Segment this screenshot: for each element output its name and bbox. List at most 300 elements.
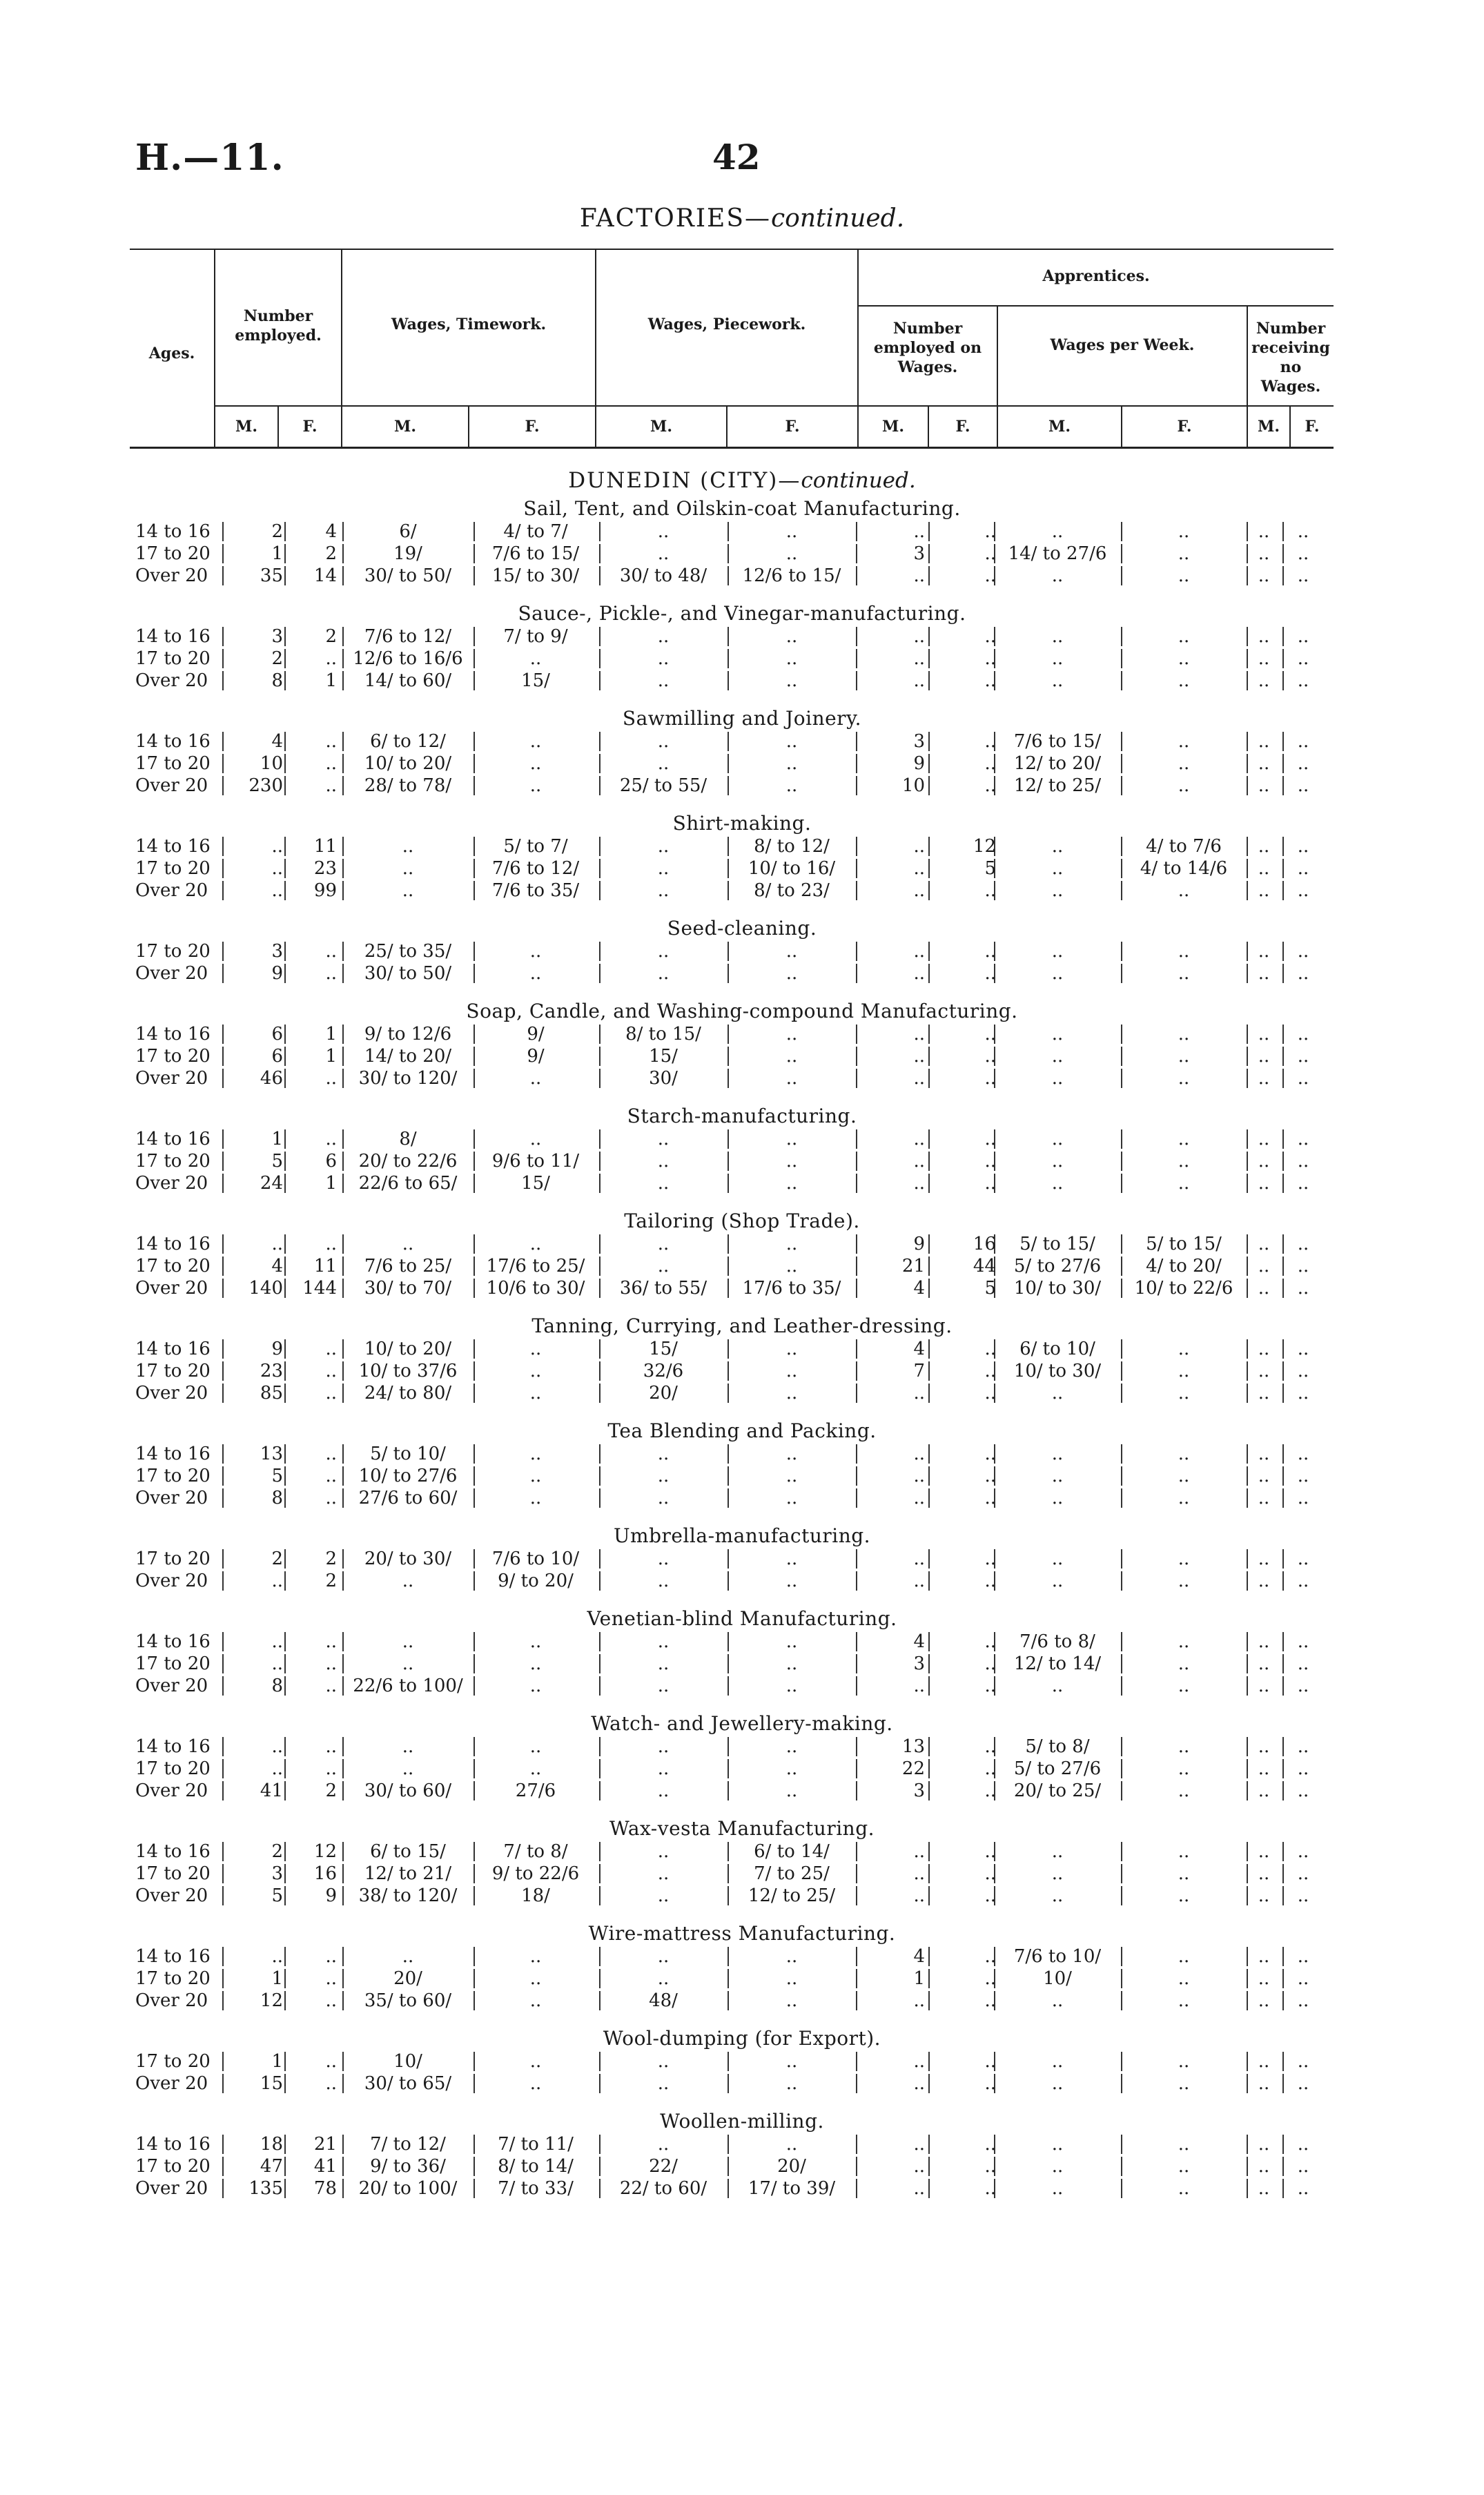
cell-nm: .. xyxy=(1258,1151,1270,1172)
cell-wm: 12/ to 14/ xyxy=(1013,1653,1102,1674)
cell-pf: .. xyxy=(785,626,798,647)
cell-ef: 78 xyxy=(313,2178,337,2199)
cell-wm: .. xyxy=(1051,2073,1064,2094)
cell-pf: 20/ xyxy=(777,2156,806,2177)
cell-wm: .. xyxy=(1051,1046,1064,1067)
cell-nf: .. xyxy=(1297,775,1309,796)
table-row xyxy=(0,1780,1484,1802)
cell-af: .. xyxy=(984,1068,996,1089)
cell-nm: .. xyxy=(1258,753,1270,774)
cell-pm: .. xyxy=(657,1841,670,1862)
cell-wm: .. xyxy=(1051,1383,1064,1404)
cell-age: 14 to 16 xyxy=(135,1024,211,1045)
cell-ef: .. xyxy=(325,1946,337,1967)
cell-tm: 19/ xyxy=(393,543,422,564)
cell-wf: .. xyxy=(1178,1444,1190,1464)
cell-am: .. xyxy=(913,521,925,542)
cell-tm: 9/ to 36/ xyxy=(370,2156,446,2177)
cell-pf: .. xyxy=(785,543,798,564)
cell-age: 17 to 20 xyxy=(135,753,211,774)
cell-pm: .. xyxy=(657,1256,670,1276)
cell-nm: .. xyxy=(1258,1383,1270,1404)
header-subrule xyxy=(214,405,1334,407)
header-m: M. xyxy=(1257,418,1280,436)
cell-em: 1 xyxy=(271,1129,283,1149)
cell-tf: .. xyxy=(529,1758,542,1779)
cell-tf: .. xyxy=(529,648,542,669)
cell-wf: .. xyxy=(1178,753,1190,774)
cell-nf: .. xyxy=(1297,1383,1309,1404)
cell-age: Over 20 xyxy=(135,1571,208,1591)
cell-am: 3 xyxy=(913,731,925,752)
cell-ef: .. xyxy=(325,1068,337,1089)
cell-nm: .. xyxy=(1258,2134,1270,2155)
table-row xyxy=(0,1150,1484,1172)
cell-wf: .. xyxy=(1178,731,1190,752)
cell-wf: .. xyxy=(1178,1466,1190,1486)
cell-ef: 23 xyxy=(313,858,337,879)
cell-tf: .. xyxy=(529,1339,542,1359)
cell-tf: 7/ to 8/ xyxy=(503,1841,568,1862)
cell-tf: .. xyxy=(529,1466,542,1486)
cell-em: 41 xyxy=(260,1780,283,1801)
cell-age: 17 to 20 xyxy=(135,1653,211,1674)
cell-tm: 7/ to 12/ xyxy=(370,2134,446,2155)
cell-pm: .. xyxy=(657,941,670,962)
cell-tf: 15/ xyxy=(521,1173,550,1194)
cell-ef: .. xyxy=(325,1444,337,1464)
industry-title: Wax-vesta Manufacturing. xyxy=(609,1817,875,1840)
cell-ef: 6 xyxy=(325,1151,337,1172)
table-row xyxy=(0,1045,1484,1067)
cell-em: .. xyxy=(271,1653,283,1674)
cell-tm: 30/ to 50/ xyxy=(364,565,452,586)
cell-nm: .. xyxy=(1258,543,1270,564)
table-row xyxy=(0,1968,1484,1990)
industry-group xyxy=(0,497,1484,587)
table-row xyxy=(0,2133,1484,2155)
cell-age: 17 to 20 xyxy=(135,1968,211,1989)
cell-wm: 7/6 to 10/ xyxy=(1013,1946,1102,1967)
cell-nm: .. xyxy=(1258,1758,1270,1779)
cell-pf: .. xyxy=(785,1736,798,1757)
cell-wm: 7/6 to 15/ xyxy=(1013,731,1102,752)
cell-nm: .. xyxy=(1258,941,1270,962)
cell-tf: .. xyxy=(529,963,542,984)
cell-tf: .. xyxy=(529,1361,542,1381)
cell-am: .. xyxy=(913,1863,925,1884)
cell-em: 13 xyxy=(260,1444,283,1464)
cell-nf: .. xyxy=(1297,2156,1309,2177)
industry-group xyxy=(0,1314,1484,1404)
cell-nf: .. xyxy=(1297,1339,1309,1359)
cell-em: 8 xyxy=(271,1488,283,1508)
cell-wf: .. xyxy=(1178,2178,1190,2199)
cell-pf: .. xyxy=(785,963,798,984)
cell-af: .. xyxy=(984,1990,996,2011)
cell-wf: .. xyxy=(1178,1780,1190,1801)
cell-pm: .. xyxy=(657,880,670,901)
table-row xyxy=(0,1548,1484,1570)
cell-age: 14 to 16 xyxy=(135,2134,211,2155)
cell-pm: 8/ to 15/ xyxy=(625,1024,701,1045)
cell-pm: .. xyxy=(657,521,670,542)
table-row xyxy=(0,1338,1484,1360)
cell-pf: 8/ to 23/ xyxy=(754,880,830,901)
cell-tm: 5/ to 10/ xyxy=(370,1444,446,1464)
cell-nm: .. xyxy=(1258,1841,1270,1862)
cell-nf: .. xyxy=(1297,1863,1309,1884)
cell-wf: .. xyxy=(1178,1885,1190,1906)
cell-tf: .. xyxy=(529,941,542,962)
cell-wf: .. xyxy=(1178,1024,1190,1045)
cell-tf: 15/ xyxy=(521,670,550,691)
cell-ef: 2 xyxy=(325,543,337,564)
cell-tf: 27/6 xyxy=(515,1780,556,1801)
cell-wm: .. xyxy=(1051,1863,1064,1884)
cell-wm: .. xyxy=(1051,521,1064,542)
cell-wm: 10/ xyxy=(1043,1968,1072,1989)
cell-am: .. xyxy=(913,1885,925,1906)
cell-tm: .. xyxy=(402,1946,414,1967)
cell-tm: 30/ to 120/ xyxy=(358,1068,458,1089)
cell-nf: .. xyxy=(1297,1151,1309,1172)
cell-am: .. xyxy=(913,963,925,984)
cell-am: .. xyxy=(913,1676,925,1696)
cell-tm: .. xyxy=(402,858,414,879)
cell-age: Over 20 xyxy=(135,1173,208,1194)
cell-pm: 20/ xyxy=(649,1383,678,1404)
cell-pm: .. xyxy=(657,1631,670,1652)
cell-pm: 30/ to 48/ xyxy=(619,565,707,586)
cell-age: 14 to 16 xyxy=(135,731,211,752)
cell-pf: .. xyxy=(785,1234,798,1254)
cell-af: .. xyxy=(984,1571,996,1591)
cell-nf: .. xyxy=(1297,1549,1309,1569)
cell-ef: 2 xyxy=(325,1780,337,1801)
cell-wf: .. xyxy=(1178,941,1190,962)
cell-wm: .. xyxy=(1051,2156,1064,2177)
table-row xyxy=(0,1945,1484,1968)
table-row xyxy=(0,1990,1484,2012)
cell-af: .. xyxy=(984,2051,996,2072)
cell-nf: .. xyxy=(1297,648,1309,669)
cell-tm: 14/ to 60/ xyxy=(364,670,452,691)
table-row xyxy=(0,1277,1484,1299)
cell-af: .. xyxy=(984,1885,996,1906)
cell-wm: .. xyxy=(1051,1885,1064,1906)
cell-pf: .. xyxy=(785,521,798,542)
cell-nf: .. xyxy=(1297,1885,1309,1906)
cell-ef: 1 xyxy=(325,1173,337,1194)
cell-nf: .. xyxy=(1297,1676,1309,1696)
industry-group xyxy=(0,707,1484,797)
cell-am: .. xyxy=(913,670,925,691)
cell-af: .. xyxy=(984,1653,996,1674)
cell-pf: 8/ to 12/ xyxy=(754,836,830,857)
cell-nm: .. xyxy=(1258,1885,1270,1906)
cell-pm: 32/6 xyxy=(643,1361,684,1381)
cell-nm: .. xyxy=(1258,858,1270,879)
table-row xyxy=(0,625,1484,648)
cell-ef: 11 xyxy=(313,1256,337,1276)
industry-title: Tailoring (Shop Trade). xyxy=(624,1210,860,1232)
cell-wf: .. xyxy=(1178,2134,1190,2155)
industry-title: Watch- and Jewellery-making. xyxy=(591,1712,893,1735)
table-row xyxy=(0,880,1484,902)
cell-pm: .. xyxy=(657,836,670,857)
cell-nm: .. xyxy=(1258,2156,1270,2177)
cell-age: Over 20 xyxy=(135,775,208,796)
cell-tm: 30/ to 60/ xyxy=(364,1780,452,1801)
table-row xyxy=(0,1172,1484,1194)
cell-af: .. xyxy=(984,880,996,901)
table-row xyxy=(0,1443,1484,1465)
cell-am: .. xyxy=(913,2178,925,2199)
table-row xyxy=(0,1570,1484,1592)
cell-wm: 12/ to 20/ xyxy=(1013,753,1102,774)
cell-age: 17 to 20 xyxy=(135,1466,211,1486)
header-apprentices-employed: Number employed on Wages. xyxy=(873,320,982,376)
cell-em: 18 xyxy=(260,2134,283,2155)
cell-tf: 9/ to 22/6 xyxy=(491,1863,580,1884)
cell-ef: 16 xyxy=(313,1863,337,1884)
cell-pm: .. xyxy=(657,2073,670,2094)
cell-wf: .. xyxy=(1178,1631,1190,1652)
cell-pf: .. xyxy=(785,1046,798,1067)
cell-nm: .. xyxy=(1258,1278,1270,1299)
cell-tm: .. xyxy=(402,1736,414,1757)
cell-pf: .. xyxy=(785,1383,798,1404)
cell-ef: .. xyxy=(325,1736,337,1757)
cell-tf: .. xyxy=(529,1383,542,1404)
cell-tf: .. xyxy=(529,753,542,774)
cell-pm: 22/ xyxy=(649,2156,678,2177)
cell-af: .. xyxy=(984,565,996,586)
cell-nm: .. xyxy=(1258,1549,1270,1569)
cell-am: .. xyxy=(913,565,925,586)
cell-pf: .. xyxy=(785,1653,798,1674)
cell-tf: 7/6 to 10/ xyxy=(491,1549,580,1569)
cell-tf: .. xyxy=(529,1068,542,1089)
cell-ef: 9 xyxy=(325,1885,337,1906)
cell-wm: .. xyxy=(1051,1676,1064,1696)
cell-em: 5 xyxy=(271,1885,283,1906)
cell-em: 5 xyxy=(271,1151,283,1172)
table-row xyxy=(0,1863,1484,1885)
cell-af: .. xyxy=(984,1968,996,1989)
cell-tf: .. xyxy=(529,1676,542,1696)
cell-nf: .. xyxy=(1297,1444,1309,1464)
cell-wm: .. xyxy=(1051,880,1064,901)
cell-nm: .. xyxy=(1258,1571,1270,1591)
cell-nf: .. xyxy=(1297,521,1309,542)
cell-wm: .. xyxy=(1051,1549,1064,1569)
cell-am: .. xyxy=(913,858,925,879)
cell-tf: .. xyxy=(529,1631,542,1652)
table-row xyxy=(0,1841,1484,1863)
cell-wm: 5/ to 27/6 xyxy=(1013,1256,1102,1276)
cell-pf: .. xyxy=(785,648,798,669)
cell-tm: .. xyxy=(402,1234,414,1254)
cell-am: .. xyxy=(913,1444,925,1464)
cell-pm: .. xyxy=(657,2051,670,2072)
cell-wm: 10/ to 30/ xyxy=(1013,1278,1102,1299)
cell-pm: .. xyxy=(657,1885,670,1906)
cell-em: 8 xyxy=(271,670,283,691)
header-ages: Ages. xyxy=(148,344,195,362)
cell-age: 14 to 16 xyxy=(135,1129,211,1149)
cell-wm: 20/ to 25/ xyxy=(1013,1780,1102,1801)
cell-nm: .. xyxy=(1258,2073,1270,2094)
cell-nf: .. xyxy=(1297,753,1309,774)
cell-nf: .. xyxy=(1297,2051,1309,2072)
cell-pf: .. xyxy=(785,941,798,962)
title-main: FACTORIES— xyxy=(579,204,771,233)
cell-af: .. xyxy=(984,1151,996,1172)
cell-age: 17 to 20 xyxy=(135,1361,211,1381)
section-italic: continued. xyxy=(801,468,916,493)
cell-em: .. xyxy=(271,1736,283,1757)
cell-wf: .. xyxy=(1178,1129,1190,1149)
cell-wf: .. xyxy=(1178,1383,1190,1404)
cell-em: .. xyxy=(271,1571,283,1591)
industry-title: Wire-mattress Manufacturing. xyxy=(588,1922,896,1945)
cell-age: 14 to 16 xyxy=(135,836,211,857)
cell-nf: .. xyxy=(1297,1234,1309,1254)
cell-pf: .. xyxy=(785,1549,798,1569)
page-title xyxy=(0,204,1484,233)
header-m: M. xyxy=(650,418,672,436)
industry-title: Seed-cleaning. xyxy=(667,917,817,940)
cell-am: 4 xyxy=(913,1278,925,1299)
cell-pf: .. xyxy=(785,2134,798,2155)
industry-group xyxy=(0,1817,1484,1907)
cell-am: .. xyxy=(913,1024,925,1045)
cell-af: .. xyxy=(984,963,996,984)
cell-pm: .. xyxy=(657,670,670,691)
header-bottom-rule xyxy=(130,447,1334,449)
cell-af: .. xyxy=(984,521,996,542)
cell-ef: .. xyxy=(325,1466,337,1486)
cell-age: 17 to 20 xyxy=(135,858,211,879)
cell-nf: .. xyxy=(1297,1046,1309,1067)
industry-title: Venetian-blind Manufacturing. xyxy=(587,1607,897,1630)
table-row xyxy=(0,940,1484,962)
cell-pm: .. xyxy=(657,1736,670,1757)
table-row xyxy=(0,1255,1484,1277)
cell-em: 3 xyxy=(271,1863,283,1884)
cell-nf: .. xyxy=(1297,670,1309,691)
cell-am: .. xyxy=(913,1571,925,1591)
cell-af: .. xyxy=(984,1946,996,1967)
cell-pf: .. xyxy=(785,2073,798,2094)
cell-age: Over 20 xyxy=(135,1068,208,1089)
cell-wm: .. xyxy=(1051,2134,1064,2155)
table-row xyxy=(0,2050,1484,2072)
cell-tm: 10/ xyxy=(393,2051,422,2072)
header-number-employed: Number employed. xyxy=(235,307,322,344)
cell-ef: .. xyxy=(325,1234,337,1254)
cell-em: 1 xyxy=(271,543,283,564)
cell-am: 22 xyxy=(901,1758,925,1779)
cell-age: 17 to 20 xyxy=(135,648,211,669)
table-row xyxy=(0,2072,1484,2095)
table-row xyxy=(0,1631,1484,1653)
cell-tm: 6/ to 15/ xyxy=(370,1841,446,1862)
cell-age: Over 20 xyxy=(135,1885,208,1906)
cell-am: .. xyxy=(913,1046,925,1067)
cell-nm: .. xyxy=(1258,1129,1270,1149)
cell-wf: .. xyxy=(1178,2051,1190,2072)
cell-tm: 8/ xyxy=(399,1129,417,1149)
cell-wf: .. xyxy=(1178,1990,1190,2011)
cell-wf: .. xyxy=(1178,1758,1190,1779)
cell-wf: .. xyxy=(1178,565,1190,586)
industry-group xyxy=(0,1524,1484,1592)
cell-tm: 30/ to 65/ xyxy=(364,2073,452,2094)
cell-em: 140 xyxy=(248,1278,283,1299)
cell-wf: .. xyxy=(1178,1968,1190,1989)
header-f: F. xyxy=(955,418,970,436)
cell-am: .. xyxy=(913,2156,925,2177)
industry-group xyxy=(0,2027,1484,2095)
cell-ef: .. xyxy=(325,775,337,796)
cell-am: .. xyxy=(913,1488,925,1508)
cell-ef: .. xyxy=(325,1676,337,1696)
cell-wm: 14/ to 27/6 xyxy=(1008,543,1107,564)
cell-nm: .. xyxy=(1258,1488,1270,1508)
cell-wm: .. xyxy=(1051,836,1064,857)
header-wages-piecework: Wages, Piecework. xyxy=(647,315,806,333)
table-header xyxy=(130,249,1334,449)
cell-em: .. xyxy=(271,836,283,857)
cell-pm: .. xyxy=(657,731,670,752)
cell-age: 17 to 20 xyxy=(135,543,211,564)
cell-ef: .. xyxy=(325,1968,337,1989)
cell-nm: .. xyxy=(1258,963,1270,984)
cell-nf: .. xyxy=(1297,2134,1309,2155)
cell-age: Over 20 xyxy=(135,963,208,984)
cell-tm: 22/6 to 100/ xyxy=(353,1676,463,1696)
cell-nf: .. xyxy=(1297,731,1309,752)
industry-group xyxy=(0,1922,1484,2012)
cell-wf: 4/ to 7/6 xyxy=(1146,836,1222,857)
cell-af: .. xyxy=(984,1780,996,1801)
cell-af: .. xyxy=(984,1361,996,1381)
cell-ef: .. xyxy=(325,648,337,669)
cell-pf: .. xyxy=(785,670,798,691)
cell-pm: .. xyxy=(657,648,670,669)
cell-em: 230 xyxy=(248,775,283,796)
cell-af: .. xyxy=(984,775,996,796)
cell-am: 7 xyxy=(913,1361,925,1381)
cell-ef: .. xyxy=(325,1361,337,1381)
cell-ef: 11 xyxy=(313,836,337,857)
cell-em: 6 xyxy=(271,1046,283,1067)
cell-af: 12 xyxy=(973,836,996,857)
cell-nf: .. xyxy=(1297,1024,1309,1045)
cell-nm: .. xyxy=(1258,1946,1270,1967)
cell-wm: .. xyxy=(1051,670,1064,691)
table-row xyxy=(0,1736,1484,1758)
cell-am: 10 xyxy=(901,775,925,796)
cell-age: 14 to 16 xyxy=(135,521,211,542)
cell-wm: .. xyxy=(1051,1024,1064,1045)
cell-af: .. xyxy=(984,941,996,962)
cell-age: 17 to 20 xyxy=(135,2156,211,2177)
header-m: M. xyxy=(1048,418,1071,436)
